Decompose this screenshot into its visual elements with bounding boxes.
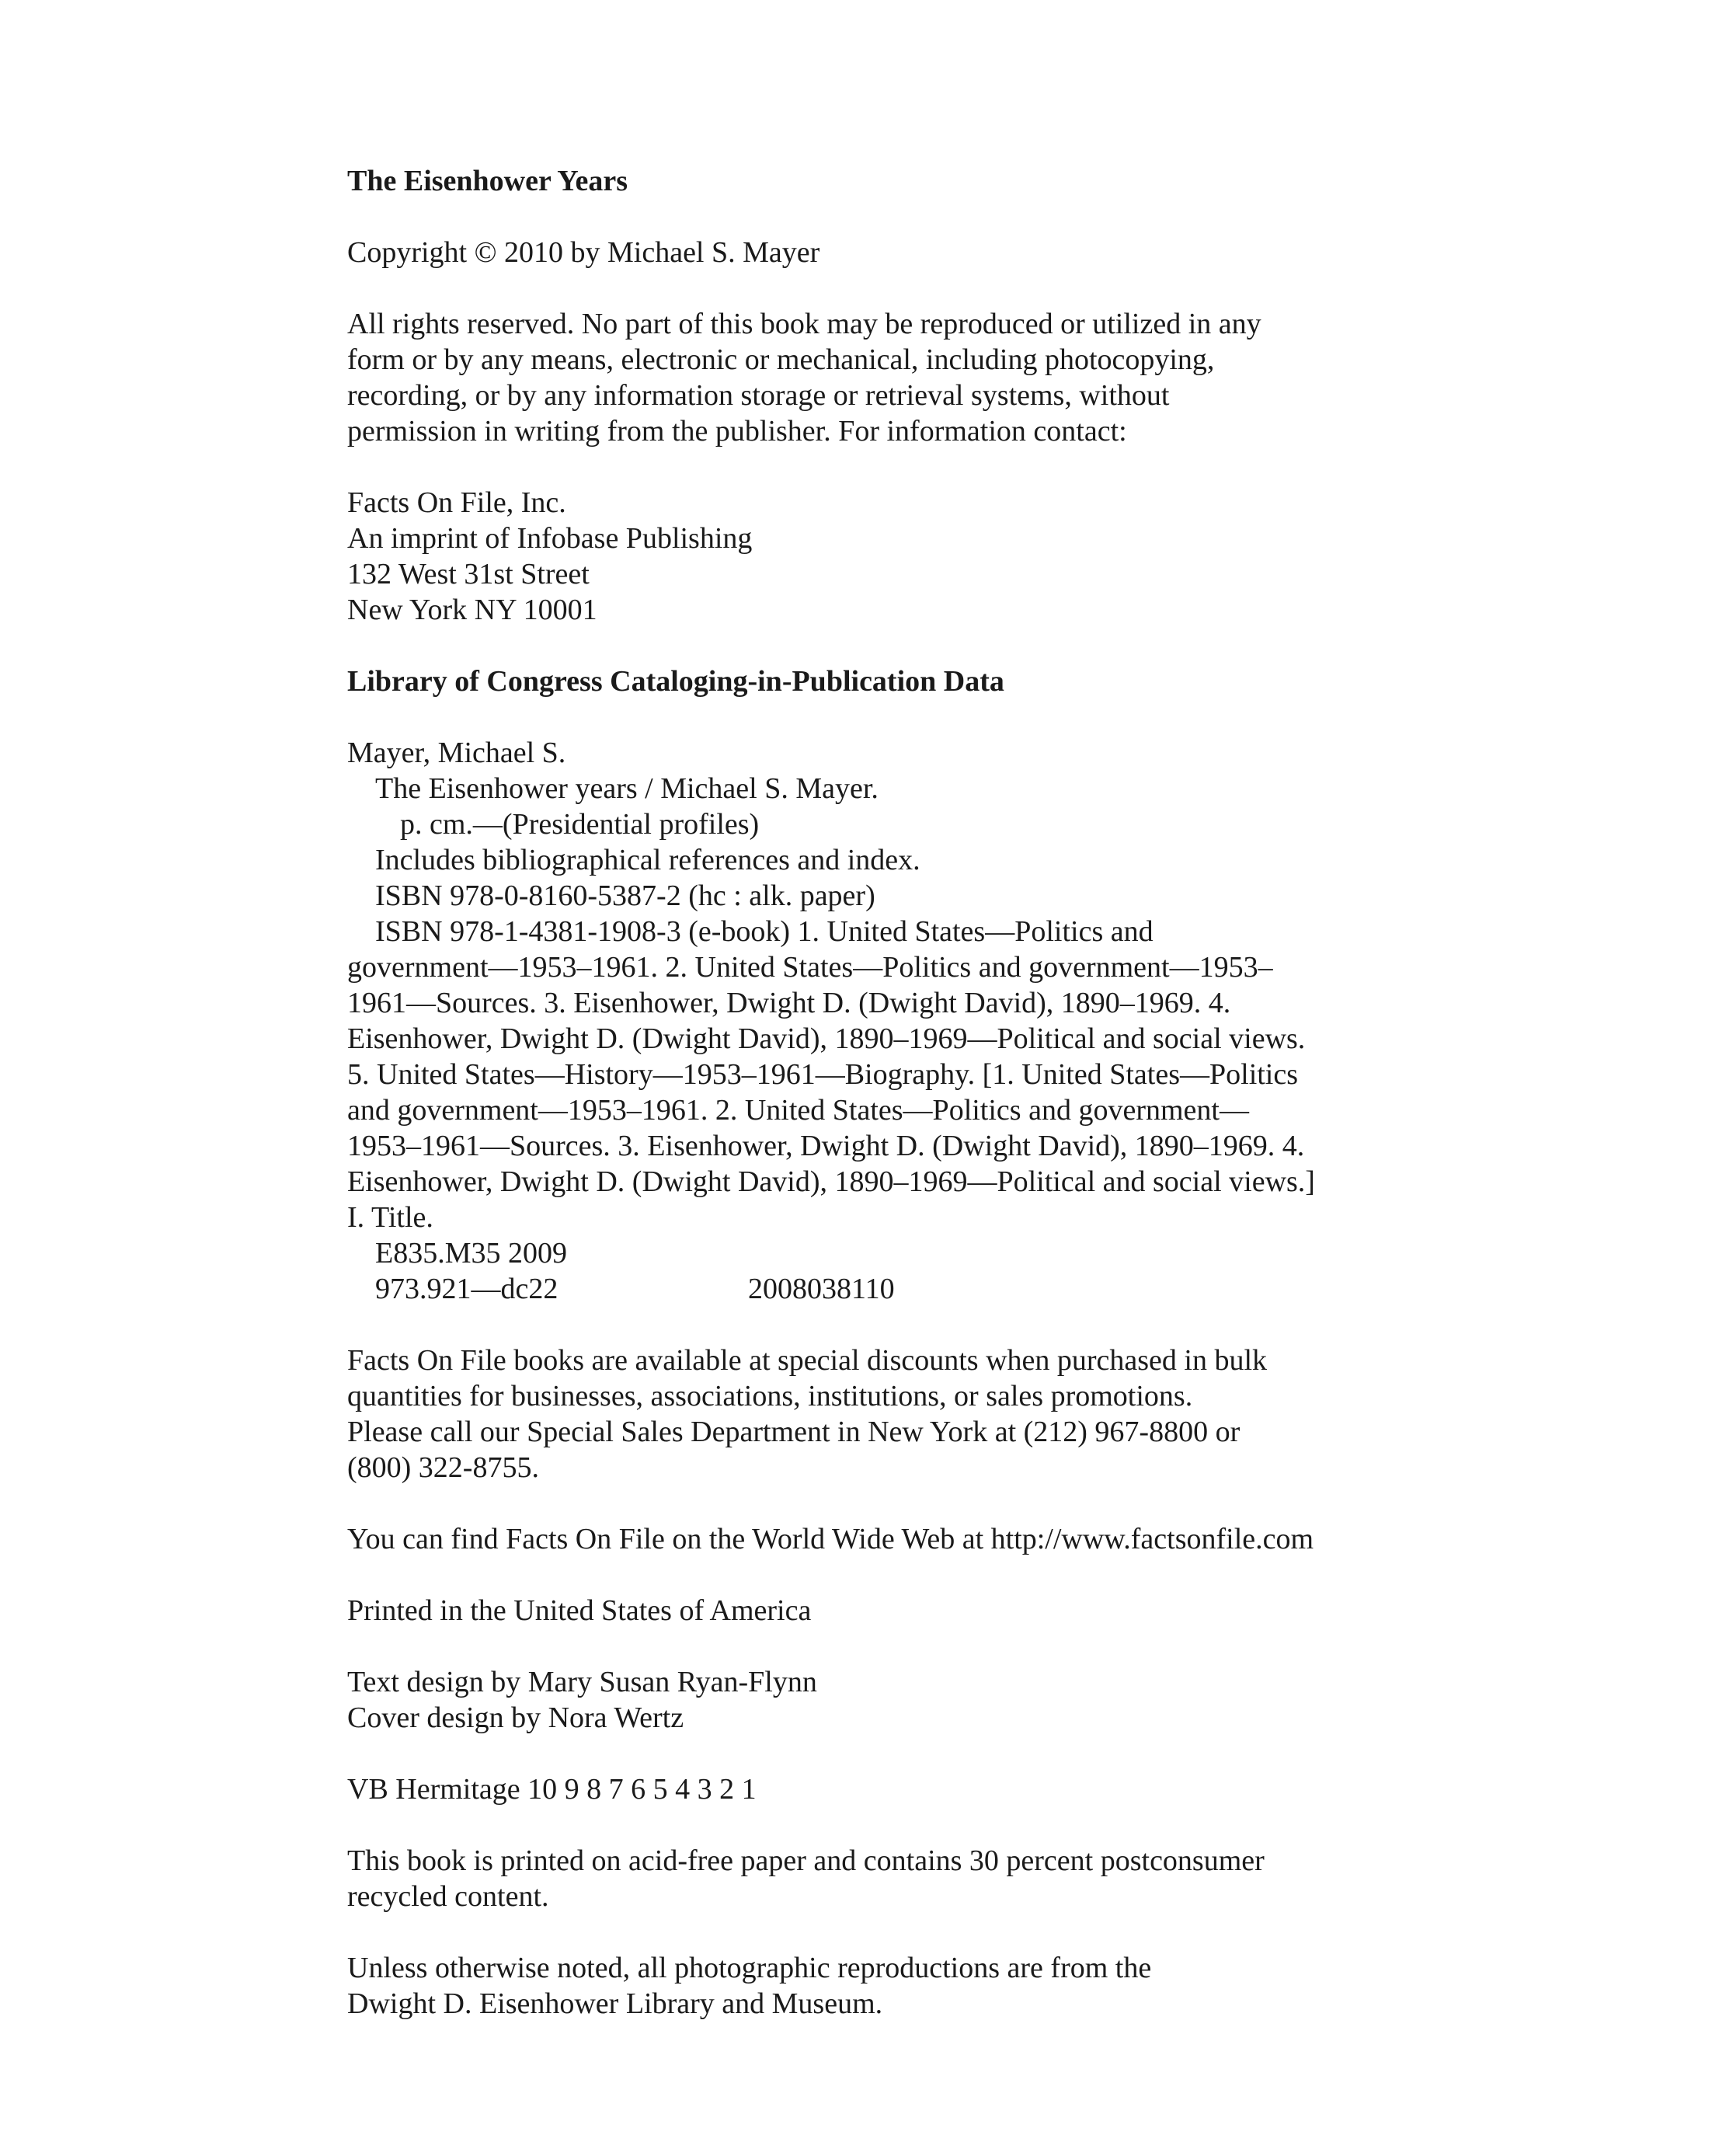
printed-line: Printed in the United States of America <box>347 1594 812 1627</box>
sales-line: quantities for businesses, associations, institutions, or sales promotions. <box>347 1380 1193 1412</box>
rights-line: permission in writing from the publisher. For information contact: <box>347 415 1127 448</box>
book-title: The Eisenhower Years <box>347 165 628 197</box>
cip-subject-line: I. Title. <box>347 1201 433 1234</box>
cip-subject-line: 1961—Sources. 3. Eisenhower, Dwight D. (Dwight David), 1890–1969. 4. <box>347 987 1231 1019</box>
cip-subject-line: 1953–1961—Sources. 3. Eisenhower, Dwight D. (Dwight David), 1890–1969. 4. <box>347 1130 1305 1162</box>
cip-heading: Library of Congress Cataloging-in-Publication Data <box>347 665 1004 698</box>
sales-paragraph <box>347 1343 1450 1486</box>
printing-line: VB Hermitage 10 9 8 7 6 5 4 3 2 1 <box>347 1773 757 1806</box>
spacer <box>347 1486 1450 1521</box>
spacer <box>347 1628 1450 1664</box>
cip-lccn: 2008038110 <box>748 1273 895 1305</box>
photo-credit-line: Unless otherwise noted, all photographic reproductions are from the <box>347 1952 1152 1984</box>
rights-line: recording, or by any information storage or retrieval systems, without <box>347 379 1170 412</box>
cip-lc-class: E835.M35 2009 <box>375 1237 567 1270</box>
spacer <box>347 449 1450 485</box>
web-line: You can find Facts On File on the World Wide Web at http://www.factsonfile.com <box>347 1523 1314 1555</box>
spacer <box>347 1736 1450 1771</box>
cip-block <box>347 735 1450 1307</box>
paper-note <box>347 1843 1450 1914</box>
cip-subject-line: 5. United States—History—1953–1961—Biography. [1. United States—Politics <box>347 1058 1299 1091</box>
cip-subject-line: Eisenhower, Dwight D. (Dwight David), 1890–1969—Political and social views. <box>347 1022 1306 1055</box>
publisher-line: Facts On File, Inc. <box>347 486 566 519</box>
publisher-line: 132 West 31st Street <box>347 558 590 590</box>
cip-isbn-hc: ISBN 978-0-8160-5387-2 (hc : alk. paper) <box>375 879 875 912</box>
paper-line: This book is printed on acid-free paper and contains 30 percent postconsumer <box>347 1844 1265 1877</box>
rights-line: form or by any means, electronic or mechanical, including photocopying, <box>347 343 1215 376</box>
cip-isbn-ebook: ISBN 978-1-4381-1908-3 (e-book) 1. United States—Politics and <box>375 915 1154 948</box>
publisher-address <box>347 485 1450 628</box>
cip-title: The Eisenhower years / Michael S. Mayer. <box>375 772 879 805</box>
design-credits <box>347 1664 1450 1736</box>
cip-subject-line: government—1953–1961. 2. United States—Politics and government—1953– <box>347 951 1273 984</box>
cip-dewey: 973.921—dc22 <box>375 1273 559 1305</box>
sales-line: Please call our Special Sales Department in New York at (212) 967-8800 or <box>347 1416 1241 1448</box>
cip-pcm: p. cm.—(Presidential profiles) <box>400 808 760 841</box>
publisher-line: New York NY 10001 <box>347 594 597 626</box>
sales-line: Facts On File books are available at special discounts when purchased in bulk <box>347 1344 1268 1377</box>
spacer <box>347 199 1450 235</box>
rights-paragraph <box>347 306 1450 449</box>
copyright-page <box>347 163 1450 2022</box>
publisher-line: An imprint of Infobase Publishing <box>347 522 753 555</box>
photo-credit <box>347 1950 1450 2022</box>
cip-subject-line: and government—1953–1961. 2. United States—Politics and government— <box>347 1094 1249 1127</box>
cip-author: Mayer, Michael S. <box>347 737 566 769</box>
text-design-credit: Text design by Mary Susan Ryan-Flynn <box>347 1666 817 1698</box>
spacer <box>347 1307 1450 1343</box>
paper-line: recycled content. <box>347 1880 549 1913</box>
sales-line: (800) 322-8755. <box>347 1451 539 1484</box>
copyright-line: Copyright © 2010 by Michael S. Mayer <box>347 236 820 269</box>
cip-includes: Includes bibliographical references and index. <box>375 844 920 876</box>
cover-design-credit: Cover design by Nora Wertz <box>347 1701 684 1734</box>
spacer <box>347 1914 1450 1950</box>
spacer <box>347 1807 1450 1843</box>
cip-dewey-row <box>347 1271 1450 1307</box>
spacer <box>347 270 1450 306</box>
cip-subject-line: Eisenhower, Dwight D. (Dwight David), 1890–1969—Political and social views.] <box>347 1165 1315 1198</box>
rights-line: All rights reserved. No part of this book may be reproduced or utilized in any <box>347 308 1261 340</box>
photo-credit-line: Dwight D. Eisenhower Library and Museum. <box>347 1987 883 2020</box>
spacer <box>347 628 1450 664</box>
spacer <box>347 1557 1450 1593</box>
spacer <box>347 699 1450 735</box>
